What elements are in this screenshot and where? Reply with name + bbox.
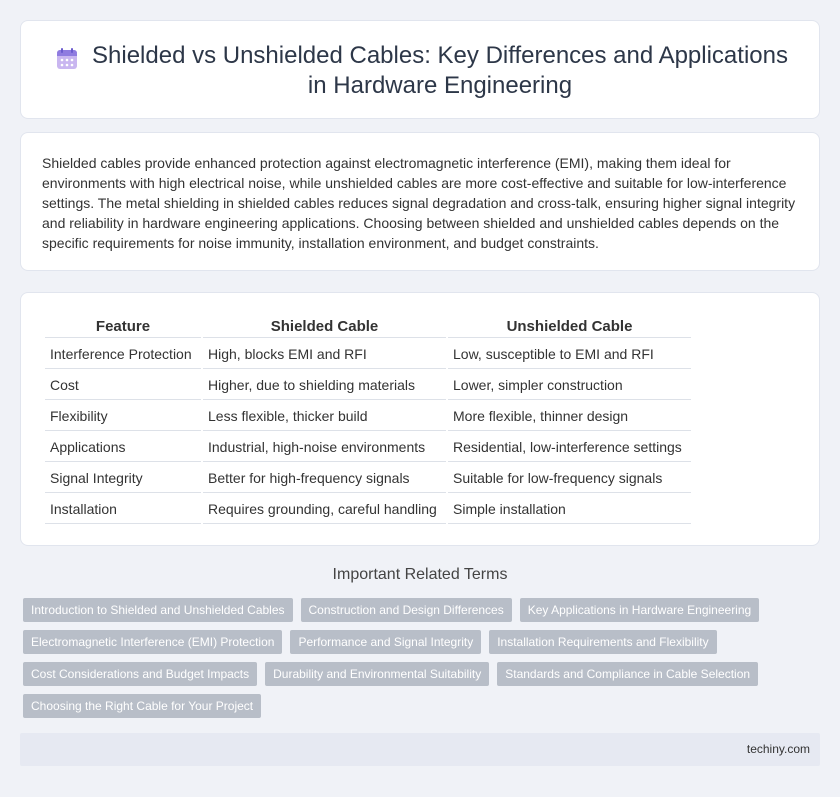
header-feature: Feature: [45, 316, 201, 338]
table-cell: Applications: [45, 433, 201, 462]
page-title: Shielded vs Unshielded Cables: Key Differences and Applications in Hardware Engineering: [92, 42, 788, 99]
table-cell: Less flexible, thicker build: [203, 402, 446, 431]
comparison-table-card: [20, 292, 820, 546]
related-term-tag[interactable]: Choosing the Right Cable for Your Project: [23, 694, 261, 718]
summary-paragraph: Shielded cables provide enhanced protection against electromagnetic interference (EMI), making them ideal for environments with high electrical noise, while unshielded cables are more cost-effective and suitable for low-interference settings. The metal shielding in shielded cables reduces signal degradation and cross-talk, ensuring higher signal integrity and reliability in hardware engineering applications. Choosing between shielded and unshielded cables depends on the specific requirements for noise immunity, installation environment, and budget constraints.: [42, 155, 796, 251]
related-terms-heading: Important Related Terms: [332, 566, 508, 583]
comparison-table: [43, 314, 693, 526]
table-cell: Cost: [45, 371, 201, 400]
footer-brand-link[interactable]: techiny.com: [746, 742, 810, 756]
header-unshielded: Unshielded Cable: [448, 316, 691, 338]
table-cell: Better for high-frequency signals: [203, 464, 446, 493]
related-term-tag[interactable]: Key Applications in Hardware Engineering: [520, 598, 759, 622]
table-row: [45, 371, 691, 400]
related-terms-list: [23, 598, 813, 718]
summary-card: [20, 132, 820, 271]
table-cell: Lower, simpler construction: [448, 371, 691, 400]
related-term-tag[interactable]: Cost Considerations and Budget Impacts: [23, 662, 257, 686]
table-cell: More flexible, thinner design: [448, 402, 691, 431]
title-wrap: [21, 41, 819, 101]
calendar-icon: [55, 47, 79, 71]
related-term-tag[interactable]: Installation Requirements and Flexibility: [489, 630, 716, 654]
table-row: [45, 464, 691, 493]
related-term-tag[interactable]: Electromagnetic Interference (EMI) Protection: [23, 630, 282, 654]
table-cell: Flexibility: [45, 402, 201, 431]
table-cell: Signal Integrity: [45, 464, 201, 493]
table-row: [45, 433, 691, 462]
table-row: [45, 402, 691, 431]
table-row: [45, 340, 691, 369]
table-cell: Residential, low-interference settings: [448, 433, 691, 462]
table-cell: Simple installation: [448, 495, 691, 524]
related-term-tag[interactable]: Standards and Compliance in Cable Selection: [497, 662, 758, 686]
related-term-tag[interactable]: Construction and Design Differences: [301, 598, 512, 622]
table-cell: Requires grounding, careful handling: [203, 495, 446, 524]
table-cell: Higher, due to shielding materials: [203, 371, 446, 400]
footer: [20, 733, 820, 766]
title-card: [20, 20, 820, 119]
related-term-tag[interactable]: Introduction to Shielded and Unshielded Cables: [23, 598, 293, 622]
table-cell: Suitable for low-frequency signals: [448, 464, 691, 493]
table-cell: Interference Protection: [45, 340, 201, 369]
header-shielded: Shielded Cable: [203, 316, 446, 338]
table-cell: Industrial, high-noise environments: [203, 433, 446, 462]
table-cell: Low, susceptible to EMI and RFI: [448, 340, 691, 369]
table-row: [45, 495, 691, 524]
table-cell: High, blocks EMI and RFI: [203, 340, 446, 369]
table-header-row: [45, 316, 691, 338]
table-cell: Installation: [45, 495, 201, 524]
related-term-tag[interactable]: Durability and Environmental Suitability: [265, 662, 489, 686]
related-term-tag[interactable]: Performance and Signal Integrity: [290, 630, 481, 654]
